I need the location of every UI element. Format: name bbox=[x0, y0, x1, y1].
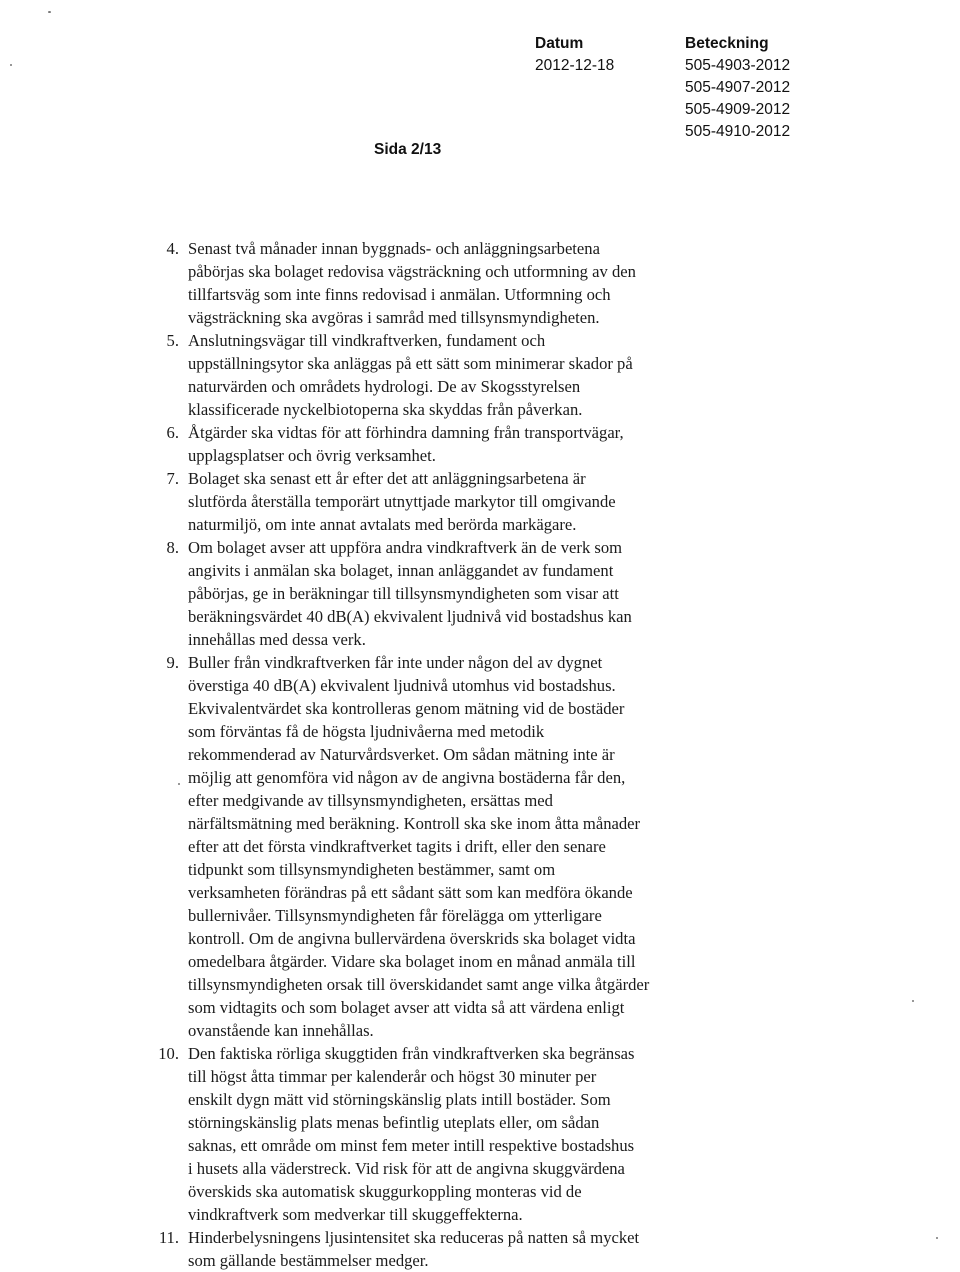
condition-text-line: till högst åtta timmar per kalenderår och högst 30 minuter per bbox=[188, 1067, 597, 1086]
reference-number: 505-4903-2012 bbox=[685, 57, 791, 74]
condition-number: 4. bbox=[166, 239, 179, 258]
condition-text-line: överstiga 40 dB(A) ekvivalent ljudnivå utomhus vid bostadshus. bbox=[188, 676, 616, 695]
condition-text-line: Buller från vindkraftverken får inte under någon del av dygnet bbox=[188, 653, 603, 672]
condition-item bbox=[145, 1042, 725, 1226]
reference-number: 505-4910-2012 bbox=[685, 123, 791, 140]
condition-text-line: som vidtagits och som bolaget avser att vidta så att värdena enligt bbox=[188, 998, 625, 1017]
condition-text-line: Senast två månader innan byggnads- och anläggningsarbetena bbox=[188, 239, 600, 258]
condition-text-line: efter medgivande av tillsynsmyndigheten, ersättas med bbox=[188, 791, 553, 810]
condition-text-line: innehållas med dessa verk. bbox=[188, 630, 366, 649]
condition-number: 11. bbox=[158, 1228, 179, 1247]
condition-text-line: störningskänslig plats menas befintlig uteplats eller, om sådan bbox=[188, 1113, 600, 1132]
condition-number: 9. bbox=[166, 653, 179, 672]
scan-speck bbox=[912, 1000, 914, 1002]
reference-number: 505-4907-2012 bbox=[685, 79, 791, 96]
condition-item bbox=[145, 536, 725, 651]
conditions-list bbox=[145, 237, 725, 1272]
condition-text-line: möjlig att genomföra vid någon av de angivna bostäderna får den, bbox=[188, 768, 626, 787]
condition-text-line: Den faktiska rörliga skuggtiden från vindkraftverken ska begränsas bbox=[188, 1044, 635, 1063]
condition-text-line: påbörjas, ge in beräkningar till tillsynsmyndigheten som visar att bbox=[188, 584, 619, 603]
condition-text-line: Åtgärder ska vidtas för att förhindra damning från transportvägar, bbox=[188, 423, 624, 442]
condition-item bbox=[145, 421, 725, 467]
reference-block bbox=[685, 33, 790, 143]
condition-number: 6. bbox=[166, 423, 179, 442]
reference-number: 505-4909-2012 bbox=[685, 101, 791, 118]
condition-text-line: angivits i anmälan ska bolaget, innan anläggandet av fundament bbox=[188, 561, 614, 580]
condition-text-line: Anslutningsvägar till vindkraftverken, fundament och bbox=[188, 331, 546, 350]
condition-text-line: Bolaget ska senast ett år efter det att anläggningsarbetena är bbox=[188, 469, 586, 488]
condition-text-line: saknas, ett område om minst fem meter intill respektive bostadshus bbox=[188, 1136, 635, 1155]
scan-speck bbox=[48, 11, 51, 13]
condition-text-line: naturmiljö, om inte annat avtalats med berörda markägare. bbox=[188, 515, 577, 534]
condition-text-line: närfältsmätning med beräkning. Kontroll ska ske inom åtta månader bbox=[188, 814, 641, 833]
condition-text-line: beräkningsvärdet 40 dB(A) ekvivalent ljudnivå vid bostadshus kan bbox=[188, 607, 632, 626]
condition-text-line: bullernivåer. Tillsynsmyndigheten får förelägga om ytterligare bbox=[188, 906, 602, 925]
condition-text-line: påbörjas ska bolaget redovisa vägsträckning och utformning av den bbox=[188, 262, 636, 281]
condition-text-line: efter att det första vindkraftverket tagits i drift, eller den senare bbox=[188, 837, 606, 856]
condition-text-line: vindkraftverk som medverkar till skuggeffekterna. bbox=[188, 1205, 523, 1224]
condition-text-line: Hinderbelysningens ljusintensitet ska reduceras på natten så mycket bbox=[188, 1228, 640, 1247]
condition-item bbox=[145, 329, 725, 421]
condition-text-line: kontroll. Om de angivna bullervärdena överskrids ska bolaget vidta bbox=[188, 929, 636, 948]
scan-speck bbox=[936, 1237, 938, 1239]
condition-text-line: slutförda återställa temporärt utnyttjade markytor till omgivande bbox=[188, 492, 616, 511]
condition-text-line: tidpunkt som tillsynsmyndigheten bestämmer, samt om bbox=[188, 860, 556, 879]
date-block bbox=[535, 33, 614, 77]
condition-text-line: överskids ska automatisk skuggurkoppling monteras vid de bbox=[188, 1182, 582, 1201]
condition-item bbox=[145, 1226, 725, 1272]
condition-text-line: klassificerade nyckelbiotoperna ska skyddas från påverkan. bbox=[188, 400, 583, 419]
condition-number: 10. bbox=[158, 1044, 179, 1063]
condition-item bbox=[145, 651, 725, 1042]
page-number: Sida 2/13 bbox=[374, 141, 442, 158]
condition-item bbox=[145, 467, 725, 536]
condition-text-line: ovanstående kan innehållas. bbox=[188, 1021, 374, 1040]
condition-text-line: enskilt dygn mätt vid störningskänslig plats intill bostäder. Som bbox=[188, 1090, 611, 1109]
condition-text-line: naturvärden och områdets hydrologi. De av Skogsstyrelsen bbox=[188, 377, 581, 396]
condition-text-line: Ekvivalentvärdet ska kontrolleras genom mätning vid de bostäder bbox=[188, 699, 625, 718]
condition-number: 5. bbox=[166, 331, 179, 350]
condition-text-line: upplagsplatser och övrig verksamhet. bbox=[188, 446, 436, 465]
condition-text-line: rekommenderad av Naturvårdsverket. Om sådan mätning inte är bbox=[188, 745, 615, 764]
date-value: 2012-12-18 bbox=[535, 57, 615, 74]
condition-text-line: Om bolaget avser att uppföra andra vindkraftverk än de verk som bbox=[188, 538, 623, 557]
reference-label: Beteckning bbox=[685, 35, 769, 52]
condition-number: 7. bbox=[166, 469, 179, 488]
condition-text-line: som förväntas få de högsta ljudnivåerna med metodik bbox=[188, 722, 545, 741]
condition-text-line: tillfartsväg som inte finns redovisad i anmälan. Utformning och bbox=[188, 285, 611, 304]
date-label: Datum bbox=[535, 35, 584, 52]
condition-text-line: omedelbara åtgärder. Vidare ska bolaget inom en månad anmäla till bbox=[188, 952, 636, 971]
condition-item bbox=[145, 237, 725, 329]
condition-text-line: som gällande bestämmelser medger. bbox=[188, 1251, 429, 1270]
condition-text-line: i husets alla väderstreck. Vid risk för att de angivna skuggvärdena bbox=[188, 1159, 625, 1178]
condition-text-line: tillsynsmyndigheten orsak till överskidandet samt ange vilka åtgärder bbox=[188, 975, 650, 994]
scan-speck bbox=[10, 64, 12, 66]
condition-text-line: verksamheten förändras på ett sådant sätt som kan medföra ökande bbox=[188, 883, 633, 902]
condition-number: 8. bbox=[166, 538, 179, 557]
condition-text-line: uppställningsytor ska anläggas på ett sätt som minimerar skador på bbox=[188, 354, 633, 373]
condition-text-line: vägsträckning ska avgöras i samråd med tillsynsmyndigheten. bbox=[188, 308, 600, 327]
